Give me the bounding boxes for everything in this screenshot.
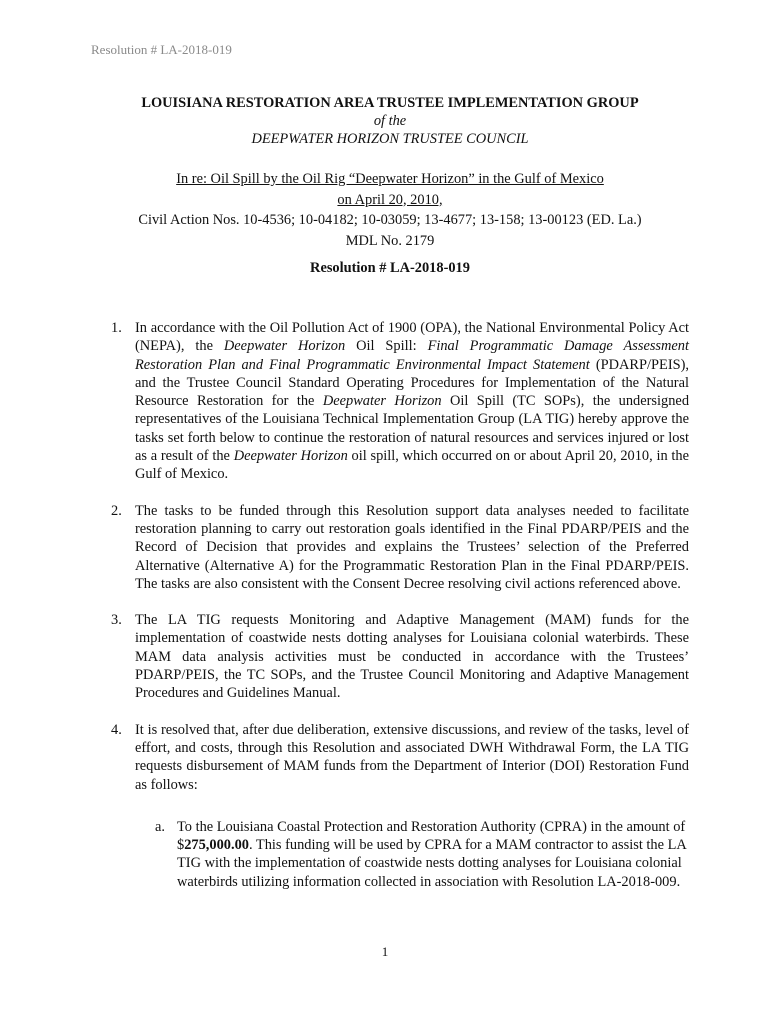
item-text: The tasks to be funded through this Resolution support data analyses needed to facilitate restoration planning to carry out restoration goals identified in the Final PDARP/PEIS and the Record of Decision that provides and explains the Trustees’ selection of the Preferred Alternative (Alternative A) for the Programmatic Restoration Plan in the Final PDARP/PEIS. The tasks are also consistent with the Consent Decree resolving civil actions referenced above. — [135, 502, 689, 592]
item-text-italic: Deepwater Horizon — [322, 393, 442, 410]
item-text: Oil Spill: — [345, 338, 428, 355]
title-block — [91, 94, 689, 148]
item-text: It is resolved that, after due deliberation, extensive discussions, and review of the tasks, level of effort, and costs, through this Resolution and associated DWH Withdrawal Form, the LA TIG requests disbursement of MAM funds from the Department of Interior (DOI) Restoration Fund as follows: — [135, 721, 689, 793]
sub-item-letter: a. — [155, 818, 165, 835]
resolution-items — [91, 319, 689, 891]
sub-item-text: To the Louisiana Coastal Protection and Restoration Authority (CPRA) in the amount of $ — [177, 818, 686, 854]
title-line-1: LOUISIANA RESTORATION AREA TRUSTEE IMPLEMENTATION GROUP — [141, 95, 639, 111]
item-number: 1. — [111, 320, 122, 336]
case-caption — [91, 169, 689, 251]
item-number: 3. — [111, 612, 122, 629]
running-header: Resolution # LA-2018-019 — [91, 42, 232, 57]
item-text-italic: Deepwater Horizon — [233, 448, 348, 465]
caption-line-2: on April 20, 2010, — [337, 191, 443, 208]
item-text: (PDARP/PEIS), and the Trustee Council Standard Operating Procedures for Implementation of the Natural Resource Restoration for the — [135, 356, 690, 410]
item-text: In accordance with the Oil Pollution Act of 1900 (OPA), the National Environmental Policy Act (NEPA), the — [135, 320, 689, 355]
item-text: The LA TIG requests Monitoring and Adaptive Management (MAM) funds for the implementation of coastwide nests dotting analyses for Louisiana colonial waterbirds. These MAM data analysis activities must be conducted in accordance with the Trustees’ PDARP/PEIS, the TC SOPs, and the Trustee Council Monitoring and Adaptive Management Procedures and Guidelines Manual. — [135, 612, 689, 702]
item-number: 2. — [111, 502, 122, 519]
caption-line-1: In re: Oil Spill by the Oil Rig “Deepwater Horizon” in the Gulf of Mexico — [176, 171, 604, 187]
funding-amount: 275,000.00 — [184, 837, 249, 854]
caption-line-4: MDL No. 2179 — [345, 232, 435, 249]
item-text-italic: Final Programmatic Damage Assessment Restoration Plan and Final Programmatic Environmental Impact Statement — [135, 338, 690, 373]
sub-item-text: . This funding will be used by CPRA for a MAM contractor to assist the LA TIG with the implementation of coastwide nests dotting analyses for Louisiana colonial waterbirds utilizing information collected in association with Resolution LA-2018-009. — [177, 837, 686, 890]
item-text: Oil Spill (TC SOPs), the undersigned representatives of the Louisiana Technical Implementation Group (LA TIG) hereby approve the tasks set forth below to continue the restoration of natural resources and services injured or lost as a result of the — [135, 393, 690, 465]
title-line-2: of the — [373, 113, 407, 129]
sub-list-item — [135, 818, 689, 891]
page-number: 1 — [381, 944, 389, 959]
list-item — [91, 319, 689, 484]
caption-line-3: Civil Action Nos. 10-4536; 10-04182; 10-03059; 13-4677; 13-158; 13-00123 (ED. La.) — [138, 212, 642, 228]
resolution-heading: Resolution # LA-2018-019 — [310, 260, 470, 276]
list-item — [91, 502, 689, 593]
item-text: oil spill, which occurred on or about April 20, 2010, in the Gulf of Mexico. — [135, 448, 690, 483]
list-item — [91, 721, 689, 794]
title-line-3: DEEPWATER HORIZON TRUSTEE COUNCIL — [251, 131, 529, 147]
item-text-italic: Deepwater Horizon — [223, 338, 346, 355]
item-number: 4. — [111, 721, 122, 738]
list-item — [91, 611, 689, 702]
